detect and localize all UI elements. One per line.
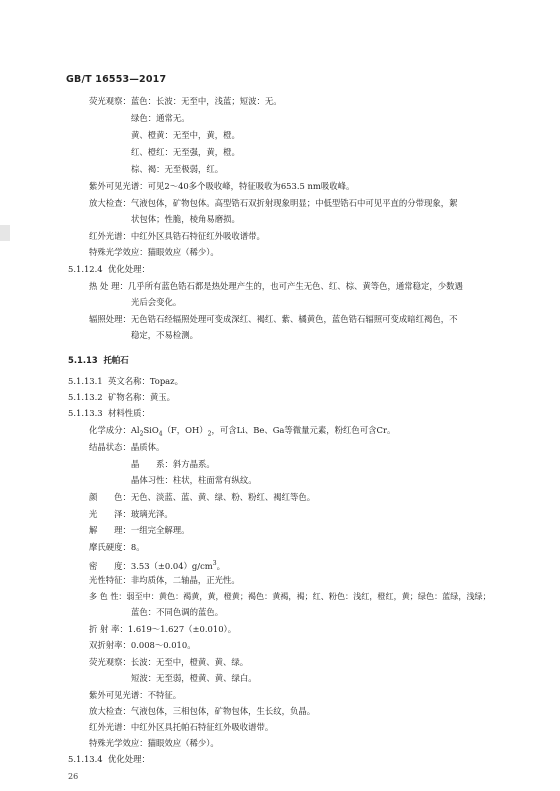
topaz-fluorescence-short: 短波：无至弱，橙黄、黄、绿白。 (131, 673, 257, 683)
density-text: 。 (216, 560, 225, 571)
section-heading-5-1-12-4 (68, 264, 150, 275)
topaz-density (89, 558, 225, 572)
zircon-fluorescence-blue: 荧光观察：蓝色：长波：无至中，浅蓝；短波：无。 (89, 96, 282, 106)
mineral-name-text: 矿物名称：黄玉。 (107, 392, 175, 402)
superscript: 3 (212, 560, 217, 567)
topaz-mineral-name (68, 392, 175, 403)
section-number: 5.1.13.1 (68, 376, 103, 386)
irradiation-line1: 辐照处理：无色锆石经辐照处理可变成深红、褐红、紫、橘黄色，蓝色锆石辐照可变成暗红褐色，不 (89, 314, 458, 324)
zircon-magnification-line2: 状包体；性脆，棱角易磨损。 (131, 214, 240, 224)
english-name-text: 英文名称：Topaz。 (107, 376, 183, 386)
topaz-refractive-index: 折 射 率：1.619～1.627（±0.010）。 (89, 624, 237, 634)
chem-text: SiO (143, 425, 159, 435)
subscript: 2 (139, 430, 144, 438)
topaz-magnification: 放大检查：气液包体，三相包体，矿物包体，生长纹，负晶。 (89, 706, 316, 716)
density-text: 密 度：3.53（±0.04）g/cm (89, 560, 213, 571)
zircon-optical-effect: 特殊光学效应：猫眼效应（稀少）。 (89, 247, 219, 257)
subscript: 2 (207, 430, 212, 438)
chem-text: ，可含Li、Be、Ga等微量元素，粉红色可含Cr。 (211, 425, 396, 435)
zircon-fluorescence-red: 红、橙红：无至强，黄，橙。 (131, 147, 240, 157)
topaz-cleavage: 解 理：一组完全解理。 (89, 525, 190, 535)
standard-header: GB/T 16553—2017 (66, 74, 167, 85)
chem-text: （F，OH） (162, 425, 208, 435)
topaz-chemical-composition (89, 425, 395, 440)
section-number: 5.1.13 (68, 355, 98, 365)
heat-treatment-line2: 光后会变化。 (131, 297, 182, 307)
topaz-uv-vis: 紫外可见光谱：不特征。 (89, 690, 182, 700)
section-number: 5.1.13.2 (68, 392, 103, 402)
topaz-pleochroism-line2: 蓝色：不同色调的蓝色。 (131, 607, 224, 617)
topaz-pleochroism-line1: 多 色 性：弱至中：黄色：褐黄，黄，橙黄；褐色：黄褐，褐；红、粉色：浅红，橙红，黄；绿色：蓝绿，浅绿； (89, 591, 491, 601)
topaz-crystal-state: 结晶状态：晶质体。 (89, 442, 165, 452)
section-heading-5-1-13-4 (68, 754, 150, 765)
topaz-crystal-system: 晶 系：斜方晶系。 (131, 459, 215, 469)
zircon-infrared: 红外光谱：中红外区具锆石特征红外吸收谱带。 (89, 231, 265, 241)
subscript: 4 (158, 430, 163, 438)
topaz-luster: 光 泽：玻璃光泽。 (89, 509, 173, 519)
topaz-crystal-habit: 晶体习性：柱状，柱面常有纵纹。 (131, 475, 257, 485)
zircon-magnification-line1: 放大检查：气液包体，矿物包体。高型锆石双折射现象明显；中低型锆石中可见平直的分带现象，絮 (89, 198, 458, 208)
irradiation-line2: 稳定，不易检测。 (131, 330, 198, 340)
topaz-optical-effect: 特殊光学效应：猫眼效应（稀少）。 (89, 738, 219, 748)
topaz-optical-character: 光性特征：非均质体，二轴晶，正光性。 (89, 575, 240, 585)
topaz-color: 颜 色：无色、淡蓝、蓝、黄、绿、粉、粉红、褐红等色。 (89, 492, 316, 502)
topaz-hardness: 摩氏硬度：8。 (89, 542, 145, 552)
heat-treatment-line1: 热 处 理：几乎所有蓝色锆石都是热处理产生的，也可产生无色、红、棕、黄等色，通常稳定，少数遇 (89, 281, 463, 291)
zircon-fluorescence-green: 绿色：通常无。 (131, 113, 190, 123)
section-title: 优化处理： (107, 754, 150, 764)
chem-text: 化学成分：Al (89, 425, 140, 435)
zircon-fluorescence-brown: 棕、褐：无至极弱，红。 (131, 164, 224, 174)
zircon-uv-vis: 紫外可见光谱：可见2～40多个吸收峰，特征吸收为653.5 nm吸收峰。 (89, 181, 355, 191)
section-number: 5.1.12.4 (68, 264, 103, 274)
section-title: 托帕石 (103, 355, 129, 365)
material-properties-text: 材料性质： (107, 408, 150, 418)
topaz-infrared: 红外光谱：中红外区具托帕石特征红外吸收谱带。 (89, 722, 274, 732)
section-title: 优化处理： (107, 264, 150, 274)
topaz-english-name (68, 376, 183, 387)
topaz-birefringence: 双折射率：0.008～0.010。 (89, 640, 196, 650)
page-number: 26 (68, 772, 79, 781)
page-edge-marker (0, 225, 10, 241)
section-heading-topaz (68, 355, 129, 366)
topaz-material-properties (68, 408, 150, 419)
topaz-fluorescence-long: 荧光观察：长波：无至中，橙黄、黄、绿。 (89, 657, 249, 667)
section-number: 5.1.13.3 (68, 408, 103, 418)
section-number: 5.1.13.4 (68, 754, 103, 764)
zircon-fluorescence-yellow: 黄、橙黄：无至中，黄，橙。 (131, 130, 240, 140)
